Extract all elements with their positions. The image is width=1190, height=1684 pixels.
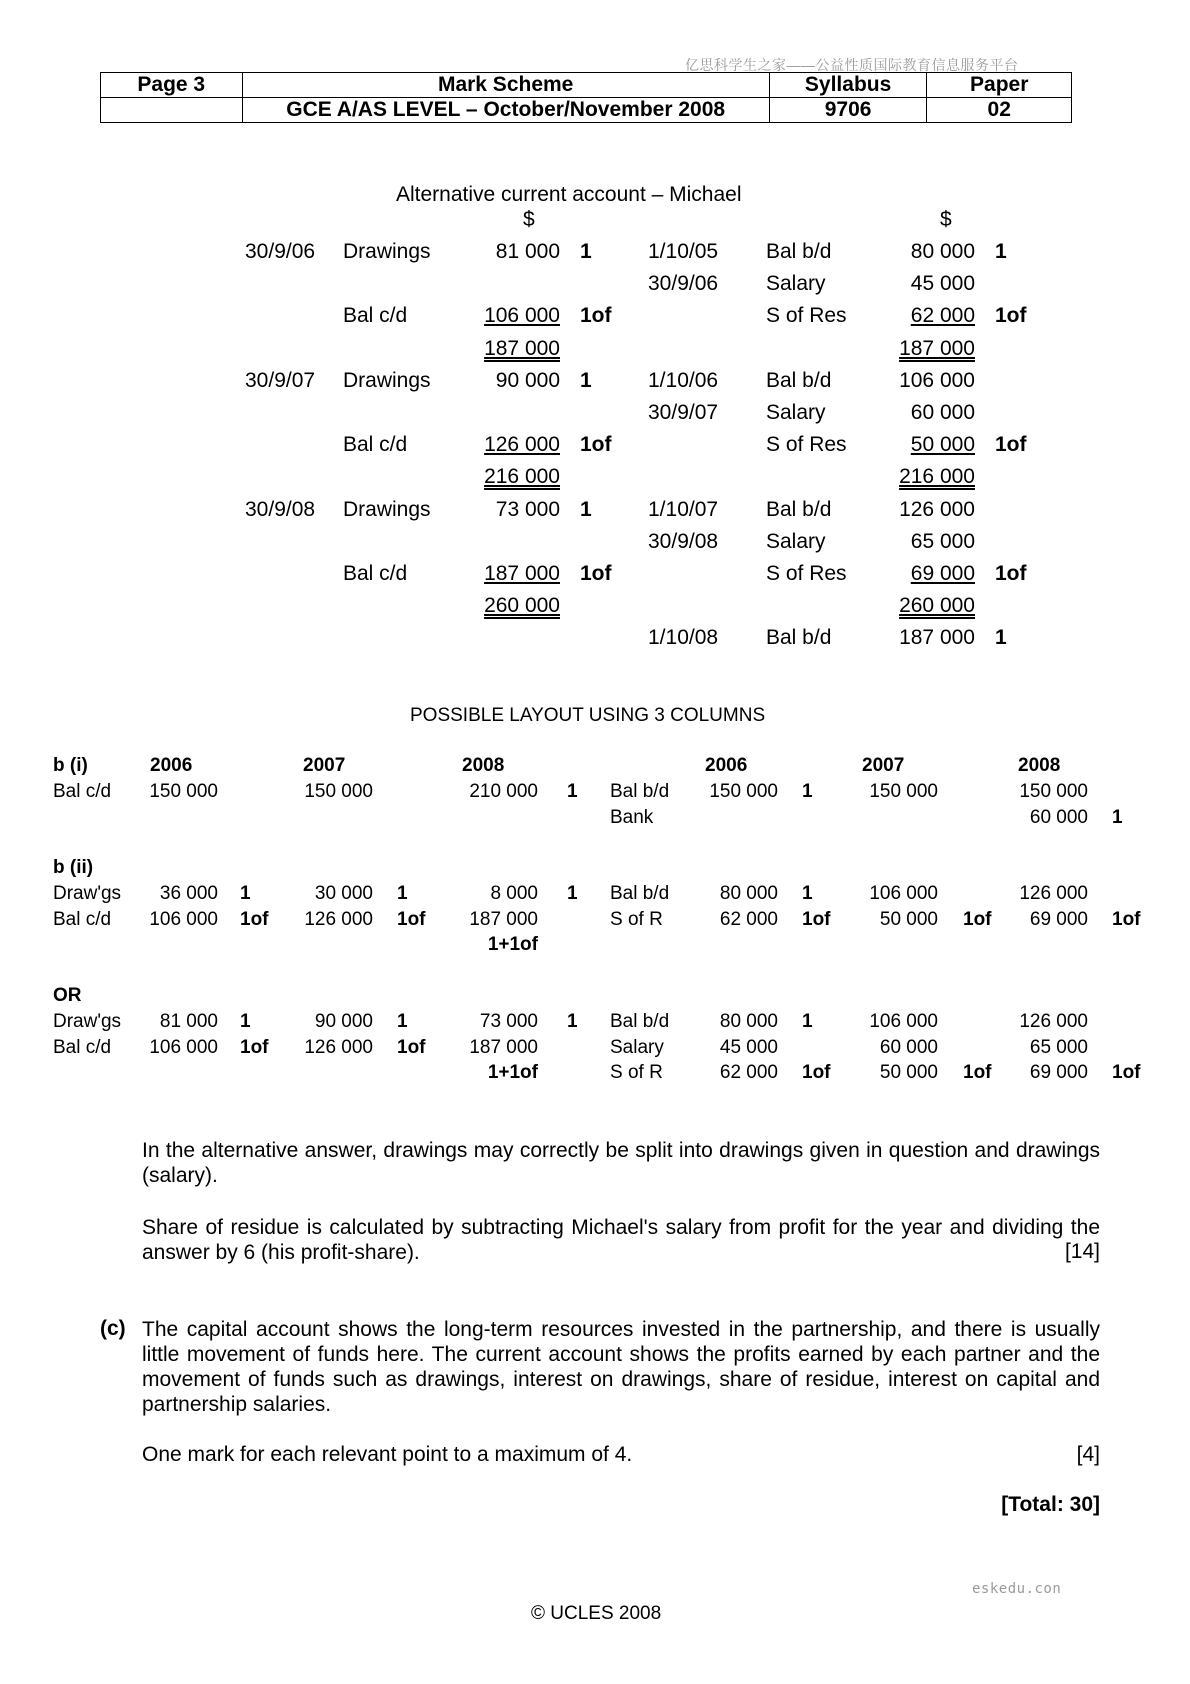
left-dollar-sign: $: [523, 208, 535, 231]
credit-date: 1/10/08: [648, 626, 719, 650]
debit-amount: 260 000: [484, 594, 560, 618]
credit-2006-mark: 1of: [802, 1062, 831, 1084]
debit-amount: 106 000: [484, 304, 560, 328]
debit-2007-mark: 1: [397, 1011, 408, 1032]
credit-2006-mark: 1: [802, 781, 813, 802]
credit-amount: 80 000: [910, 240, 975, 263]
year-heading: 2008: [1018, 755, 1061, 776]
debit-2007: 126 000: [304, 908, 373, 930]
credit-amount: 62 000: [910, 304, 975, 328]
credit-amount: 65 000: [910, 529, 975, 553]
debit-description: Bal c/d: [343, 304, 408, 328]
mark-4: [4]: [1076, 1443, 1100, 1466]
debit-2007: 126 000: [304, 1036, 373, 1058]
debit-2006-mark: 1of: [240, 908, 269, 930]
debit-2008: 187 000: [469, 908, 538, 930]
credit-2007-mark: 1of: [963, 1062, 992, 1084]
section-b-ii-label: b (ii): [53, 857, 94, 878]
credit-mark: 1: [995, 240, 1007, 263]
credit-2006: 62 000: [719, 908, 778, 930]
layout-heading: POSSIBLE LAYOUT USING 3 COLUMNS: [410, 705, 766, 726]
credit-date: 1/10/05: [648, 240, 719, 263]
debit-2008-mark: 1: [567, 883, 578, 904]
debit-2007: 150 000: [304, 781, 373, 802]
debit-date: 30/9/06: [245, 240, 316, 263]
footer-copyright: © UCLES 2008: [531, 1603, 662, 1624]
paper-code: 02: [927, 98, 1072, 123]
credit-2008: 150 000: [1019, 781, 1088, 802]
credit-date: 30/9/07: [648, 401, 719, 424]
header-blank-cell: [101, 98, 243, 123]
debit-2008: 187 000: [469, 1036, 538, 1058]
row-label: Draw'gs: [53, 1011, 122, 1032]
debit-amount: 90 000: [495, 368, 560, 392]
credit-2008: 65 000: [1029, 1036, 1088, 1058]
year-heading: 2006: [150, 755, 193, 776]
debit-description: Drawings: [343, 368, 431, 392]
debit-2008: 73 000: [479, 1011, 538, 1032]
debit-description: Drawings: [343, 497, 431, 521]
debit-mark: 1of: [580, 562, 612, 585]
debit-2007-mark: 1of: [397, 1036, 426, 1058]
debit-2008: 1+1of: [487, 1062, 538, 1084]
credit-description: Bal b/d: [766, 497, 832, 521]
debit-2008: 8 000: [490, 883, 538, 904]
debit-2006-mark: 1: [240, 1011, 251, 1032]
debit-2006: 36 000: [159, 883, 218, 904]
syllabus-label: Syllabus: [769, 73, 927, 98]
credit-date: 30/9/08: [648, 529, 719, 553]
debit-2006-mark: 1: [240, 883, 251, 904]
note-share-of-residue: Share of residue is calculated by subtracting Michael's salary from profit for the year and dividing the answer by 6 (his profit-share).: [142, 1216, 1100, 1264]
credit-amount: 69 000: [910, 562, 975, 585]
row-label: Draw'gs: [53, 883, 122, 904]
debit-amount: 126 000: [484, 433, 560, 457]
credit-2006: 62 000: [719, 1062, 778, 1084]
credit-mark: 1of: [995, 304, 1027, 328]
credit-2008-mark: 1of: [1112, 908, 1141, 930]
credit-amount: 216 000: [899, 465, 975, 489]
part-c-answer: The capital account shows the long-term resources invested in the partnership, and there is usually little movement of funds here. The current account shows the profits earned by each partner and the movement of funds such as drawings, interest on drawings, share of residue, interest on capital and partnership salaries.: [142, 1318, 1100, 1416]
debit-description: Bal c/d: [343, 433, 408, 457]
section-b-i-label: b (i): [53, 755, 88, 776]
credit-2007: 60 000: [879, 1036, 938, 1058]
credit-2006: 80 000: [719, 883, 778, 904]
credit-2007-mark: 1of: [963, 908, 992, 930]
credit-2007: 50 000: [879, 1062, 938, 1084]
credit-2006: 80 000: [719, 1011, 778, 1032]
part-c-mark-scheme: One mark for each relevant point to a maximum of 4.: [142, 1443, 633, 1466]
year-heading: 2006: [705, 755, 748, 776]
credit-amount: 106 000: [899, 368, 975, 392]
total-marks: [Total: 30]: [1001, 1493, 1100, 1516]
right-dollar-sign: $: [940, 208, 952, 231]
credit-label: S of R: [610, 1062, 663, 1084]
header-table: [100, 72, 1072, 123]
row-label: Bal c/d: [53, 781, 112, 802]
credit-2007: 50 000: [879, 908, 938, 930]
account-title: Alternative current account – Michael: [396, 183, 742, 206]
credit-2008: 69 000: [1029, 908, 1088, 930]
debit-2007: 90 000: [314, 1011, 373, 1032]
debit-2006: 150 000: [149, 781, 218, 802]
mark-scheme-label: Mark Scheme: [242, 73, 769, 98]
credit-mark: 1: [995, 626, 1007, 650]
credit-label: Bal b/d: [610, 883, 670, 904]
credit-label: Bal b/d: [610, 781, 670, 802]
watermark-top: 亿思科学生之家——公益性质国际教育信息服务平台: [685, 57, 1019, 73]
exam-title: GCE A/AS LEVEL – October/November 2008: [242, 98, 769, 123]
credit-2007: 106 000: [869, 883, 938, 904]
part-c-label: (c): [100, 1317, 126, 1340]
credit-2008-mark: 1: [1112, 806, 1123, 828]
debit-mark: 1: [580, 368, 592, 392]
debit-2006: 81 000: [159, 1011, 218, 1032]
debit-2008-mark: 1: [567, 781, 578, 802]
credit-2006-mark: 1: [802, 1011, 813, 1032]
credit-label: Bank: [610, 806, 654, 828]
row-label: Bal c/d: [53, 1036, 112, 1058]
credit-2008: 60 000: [1029, 806, 1088, 828]
debit-amount: 216 000: [484, 465, 560, 489]
debit-2008: 210 000: [469, 781, 538, 802]
year-heading: 2007: [303, 755, 346, 776]
credit-description: Bal b/d: [766, 626, 832, 650]
debit-description: Bal c/d: [343, 562, 408, 585]
credit-mark: 1of: [995, 562, 1027, 585]
debit-2006: 106 000: [149, 908, 218, 930]
debit-amount: 187 000: [484, 336, 560, 360]
debit-mark: 1: [580, 240, 592, 263]
debit-2007-mark: 1: [397, 883, 408, 904]
credit-amount: 260 000: [899, 594, 975, 618]
year-heading: 2008: [462, 755, 505, 776]
credit-date: 1/10/07: [648, 497, 719, 521]
debit-2007-mark: 1of: [397, 908, 426, 930]
row-label: Bal c/d: [53, 908, 112, 930]
credit-amount: 50 000: [910, 433, 975, 457]
mark-14: [14]: [1064, 1240, 1100, 1263]
debit-mark: 1of: [580, 433, 612, 457]
credit-description: Bal b/d: [766, 368, 832, 392]
credit-description: Salary: [766, 272, 826, 296]
year-heading: 2007: [862, 755, 905, 776]
credit-label: Bal b/d: [610, 1011, 670, 1032]
credit-description: S of Res: [766, 562, 847, 585]
credit-description: Salary: [766, 401, 826, 424]
credit-amount: 187 000: [899, 626, 975, 650]
credit-2006: 45 000: [719, 1036, 778, 1058]
credit-date: 30/9/06: [648, 272, 719, 296]
credit-2008: 126 000: [1019, 1011, 1088, 1032]
credit-description: S of Res: [766, 304, 847, 328]
credit-amount: 187 000: [899, 336, 975, 360]
debit-date: 30/9/07: [245, 368, 316, 392]
credit-2007: 106 000: [869, 1011, 938, 1032]
credit-amount: 45 000: [910, 272, 975, 296]
debit-mark: 1: [580, 497, 592, 521]
note-alternative-answer: In the alternative answer, drawings may correctly be split into drawings given in question and drawings (salary).: [142, 1139, 1100, 1187]
debit-2007: 30 000: [314, 883, 373, 904]
credit-label: Salary: [610, 1036, 664, 1058]
credit-2006-mark: 1of: [802, 908, 831, 930]
debit-amount: 81 000: [495, 240, 560, 263]
syllabus-code: 9706: [769, 98, 927, 123]
credit-2006: 150 000: [709, 781, 778, 802]
credit-description: Salary: [766, 529, 826, 553]
debit-description: Drawings: [343, 240, 431, 263]
watermark-bottom: eskedu.con: [972, 1581, 1062, 1597]
debit-2008: 1+1of: [487, 934, 538, 956]
credit-date: 1/10/06: [648, 368, 719, 392]
credit-mark: 1of: [995, 433, 1027, 457]
credit-description: Bal b/d: [766, 240, 832, 263]
credit-2006-mark: 1: [802, 883, 813, 904]
debit-2008-mark: 1: [567, 1011, 578, 1032]
credit-2008: 126 000: [1019, 883, 1088, 904]
credit-2007: 150 000: [869, 781, 938, 802]
credit-label: S of R: [610, 908, 663, 930]
debit-date: 30/9/08: [245, 497, 316, 521]
credit-amount: 126 000: [899, 497, 975, 521]
debit-mark: 1of: [580, 304, 612, 328]
page-number: Page 3: [101, 73, 243, 98]
credit-2008-mark: 1of: [1112, 1062, 1141, 1084]
paper-label: Paper: [927, 73, 1072, 98]
section-or-label: OR: [53, 985, 82, 1006]
credit-description: S of Res: [766, 433, 847, 457]
credit-amount: 60 000: [910, 401, 975, 424]
debit-amount: 73 000: [495, 497, 560, 521]
debit-2006: 106 000: [149, 1036, 218, 1058]
debit-2006-mark: 1of: [240, 1036, 269, 1058]
credit-2008: 69 000: [1029, 1062, 1088, 1084]
debit-amount: 187 000: [484, 562, 560, 585]
